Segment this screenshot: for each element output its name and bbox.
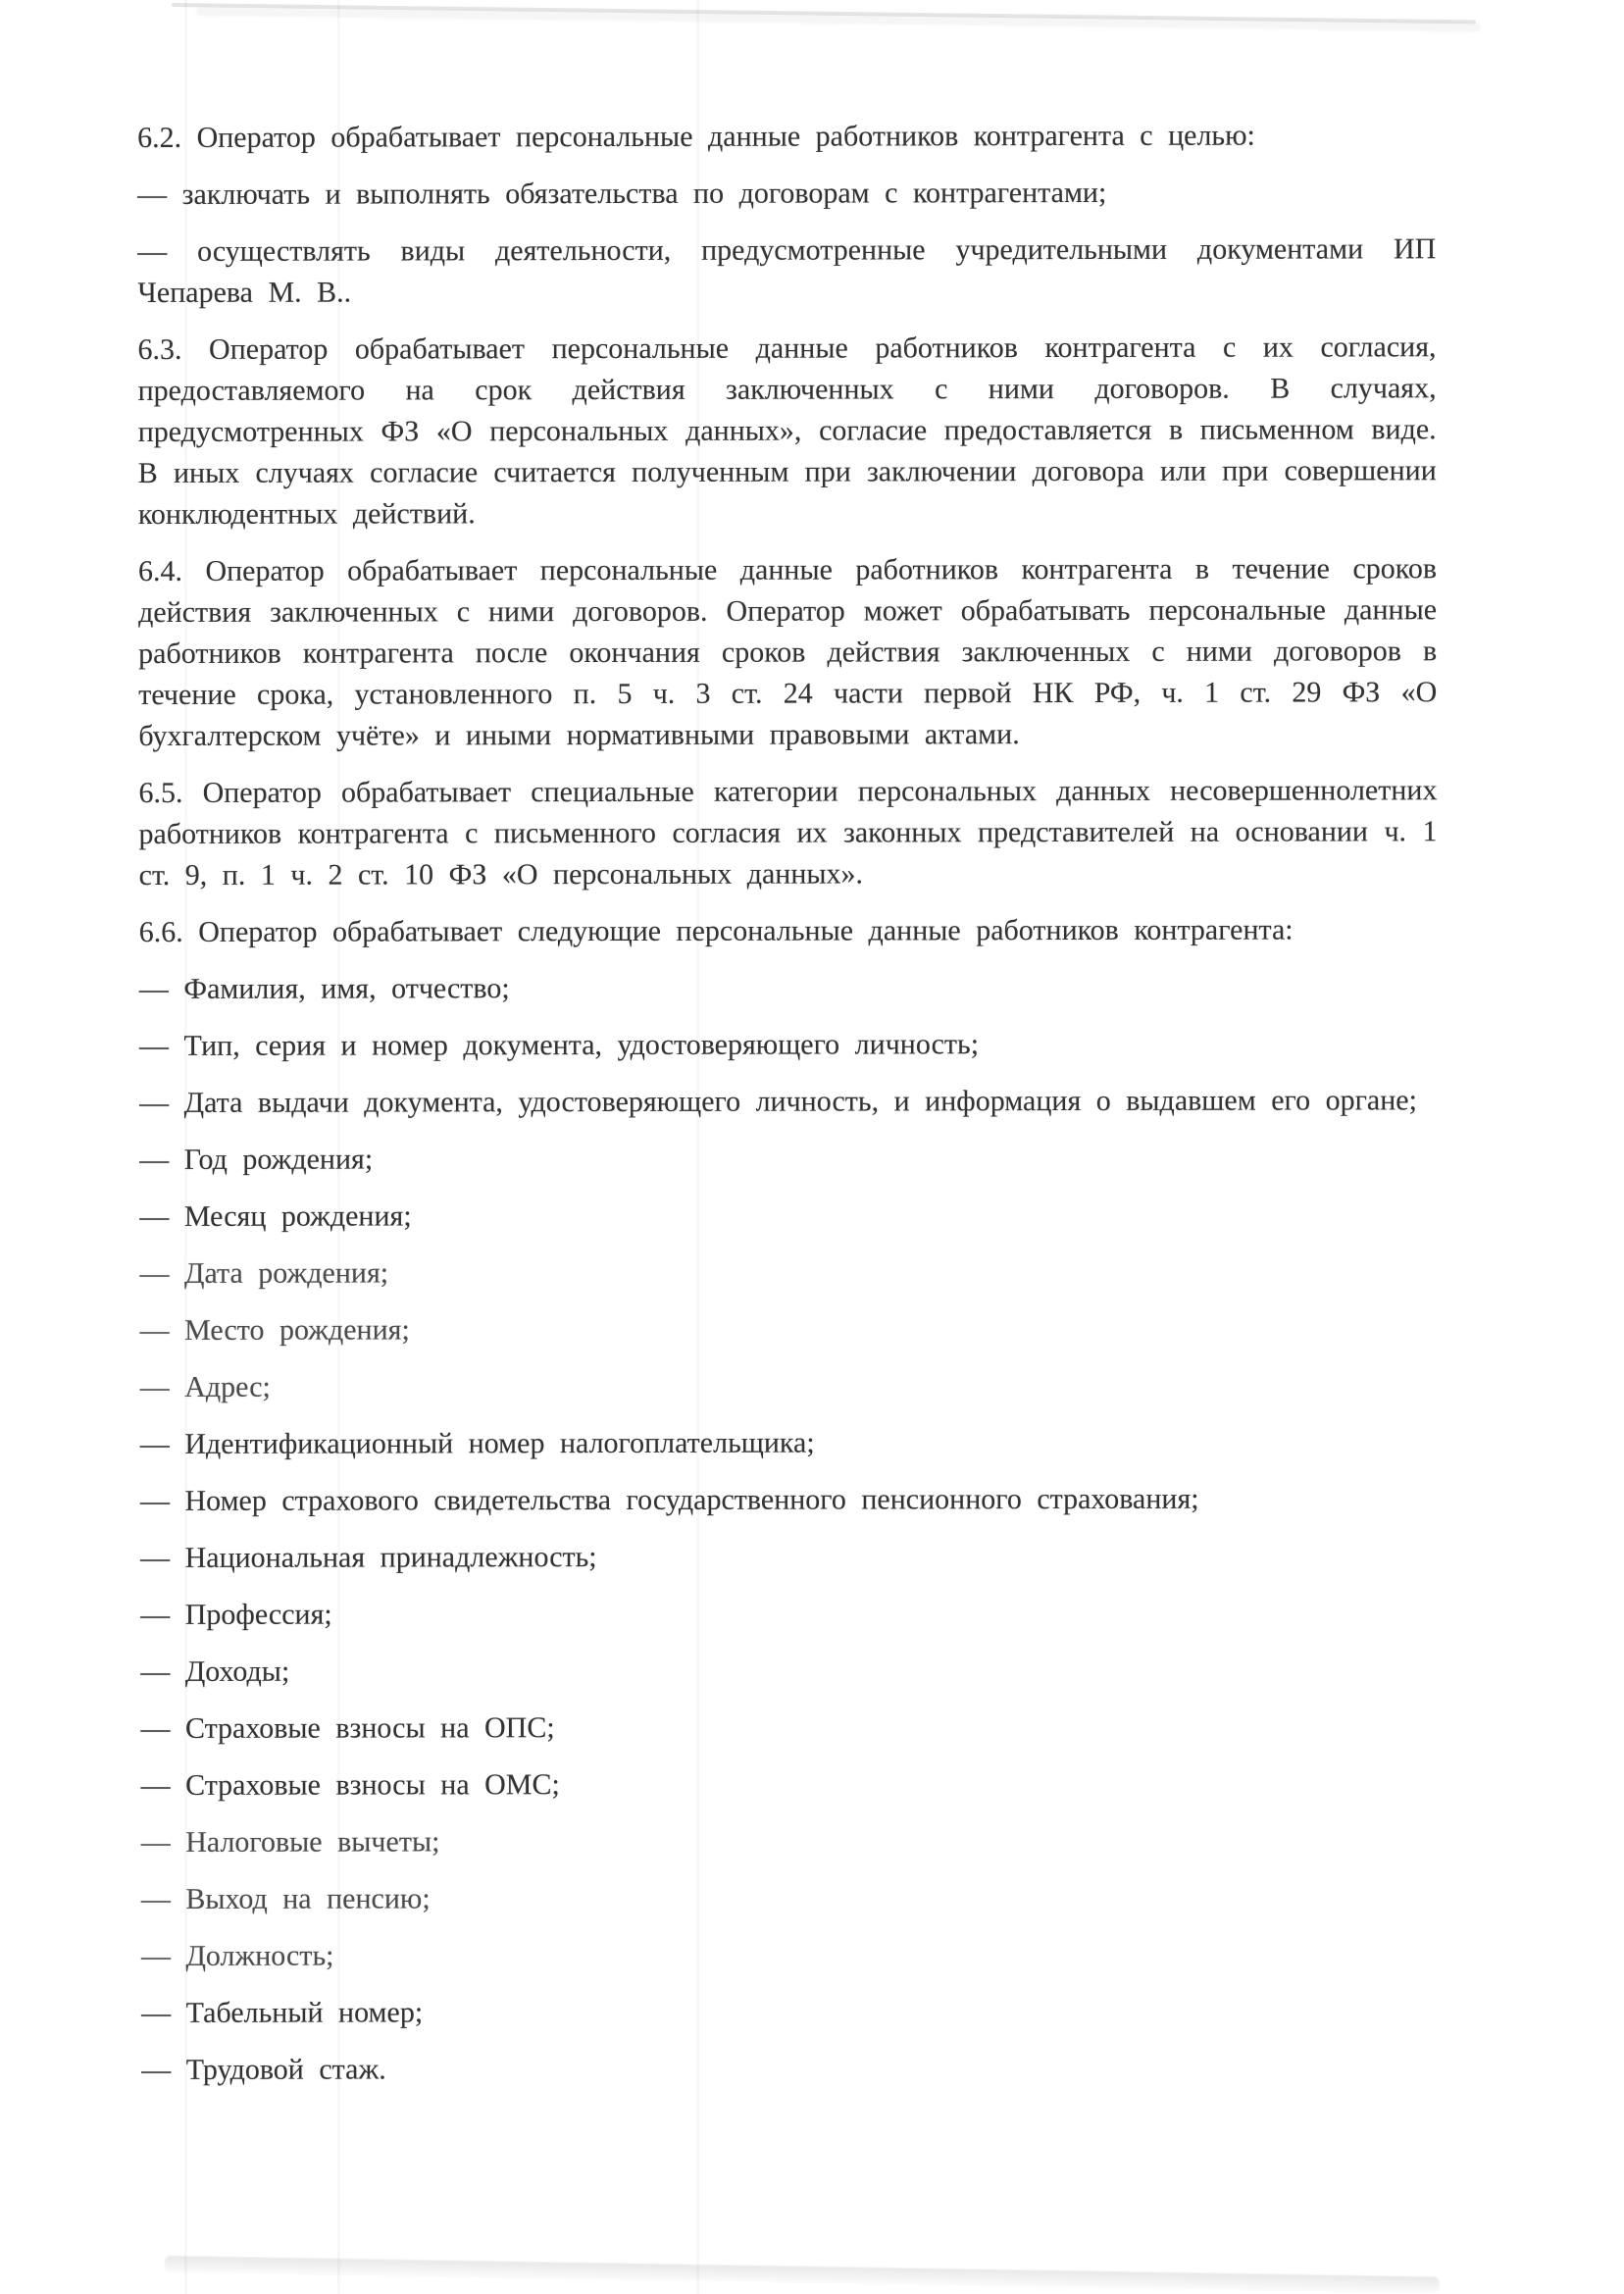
list-item: — Доходы;	[140, 1655, 290, 1688]
list-item: — Выход на пенсию;	[140, 1882, 431, 1915]
list-item: — Табельный номер;	[141, 1996, 424, 2029]
list-item: — Дата рождения;	[139, 1256, 389, 1290]
list-item: — Должность;	[140, 1939, 334, 1972]
list-item: — Профессия;	[140, 1598, 332, 1631]
clause-6-3: 6.3. Оператор обрабатывает персональные данные работников контрагента с их согласия, предоставляемого на срок действия заключенных с ними договоров. В случаях, предусмотренных ФЗ «О персональных данных», согласие предоставляется в письменном виде. В иных случаях согласие считается полученным при заключении договора или при совершении конклюдентных действий.	[137, 331, 1437, 531]
list-item: — Место рождения;	[139, 1313, 410, 1347]
list-item: — Адрес;	[139, 1370, 271, 1403]
list-item: — Дата выдачи документа, удостоверяющего личность, и информация о выдавшем его органе;	[139, 1084, 1417, 1119]
list-item: — Год рождения;	[139, 1143, 374, 1176]
document-body	[137, 115, 1440, 2107]
list-item: — Номер страхового свидетельства государственного пенсионного страхования;	[139, 1482, 1199, 1517]
clause-6-2-purpose-item: — заключать и выполнять обязательства по договорам с контрагентами;	[137, 176, 1107, 211]
clause-6-4: 6.4. Оператор обрабатывает персональные данные работников контрагента в течение сроков действия заключенных с ними договоров. Оператор может обрабатывать персональные данные работников контрагента после окончания сроков действия заключенных с ними договоров в течение срока, установленного п. 5 ч. 3 ст. 24 части первой НК РФ, ч. 1 ст. 29 ФЗ «О бухгалтерском учёте» и иными нормативными правовыми актами.	[137, 552, 1438, 752]
list-item: — Национальная принадлежность;	[140, 1541, 597, 1574]
list-item: — Налоговые вычеты;	[140, 1825, 440, 1859]
clause-6-2-heading: 6.2. Оператор обрабатывает персональные данные работников контрагента с целью:	[137, 119, 1255, 154]
list-item: — Трудовой стаж.	[141, 2053, 386, 2086]
list-item: — Идентификационный номер налогоплательщика;	[139, 1426, 815, 1460]
list-item: — Страховые взносы на ОПС;	[140, 1711, 555, 1745]
clause-6-5: 6.5. Оператор обрабатывает специальные категории персональных данных несовершеннолетних работников контрагента с письменного согласия их законных представителей на основании ч. 1 ст. 9, п. 1 ч. 2 ст. 10 ФЗ «О персональных данных».	[138, 774, 1438, 892]
clause-6-6-heading: 6.6. Оператор обрабатывает следующие персональные данные работников контрагента:	[138, 913, 1294, 948]
list-item: — Фамилия, имя, отчество;	[138, 972, 510, 1005]
list-item: — Тип, серия и номер документа, удостоверяющего личность;	[138, 1028, 980, 1062]
scan-artifact-bottom-band	[165, 2256, 1440, 2294]
clause-6-2-purpose-item: — осуществлять виды деятельности, предусмотренные учредительными документами ИП Чепарева М. В..	[137, 232, 1437, 309]
list-item: — Страховые взносы на ОМС;	[140, 1768, 560, 1802]
list-item: — Месяц рождения;	[139, 1199, 412, 1233]
